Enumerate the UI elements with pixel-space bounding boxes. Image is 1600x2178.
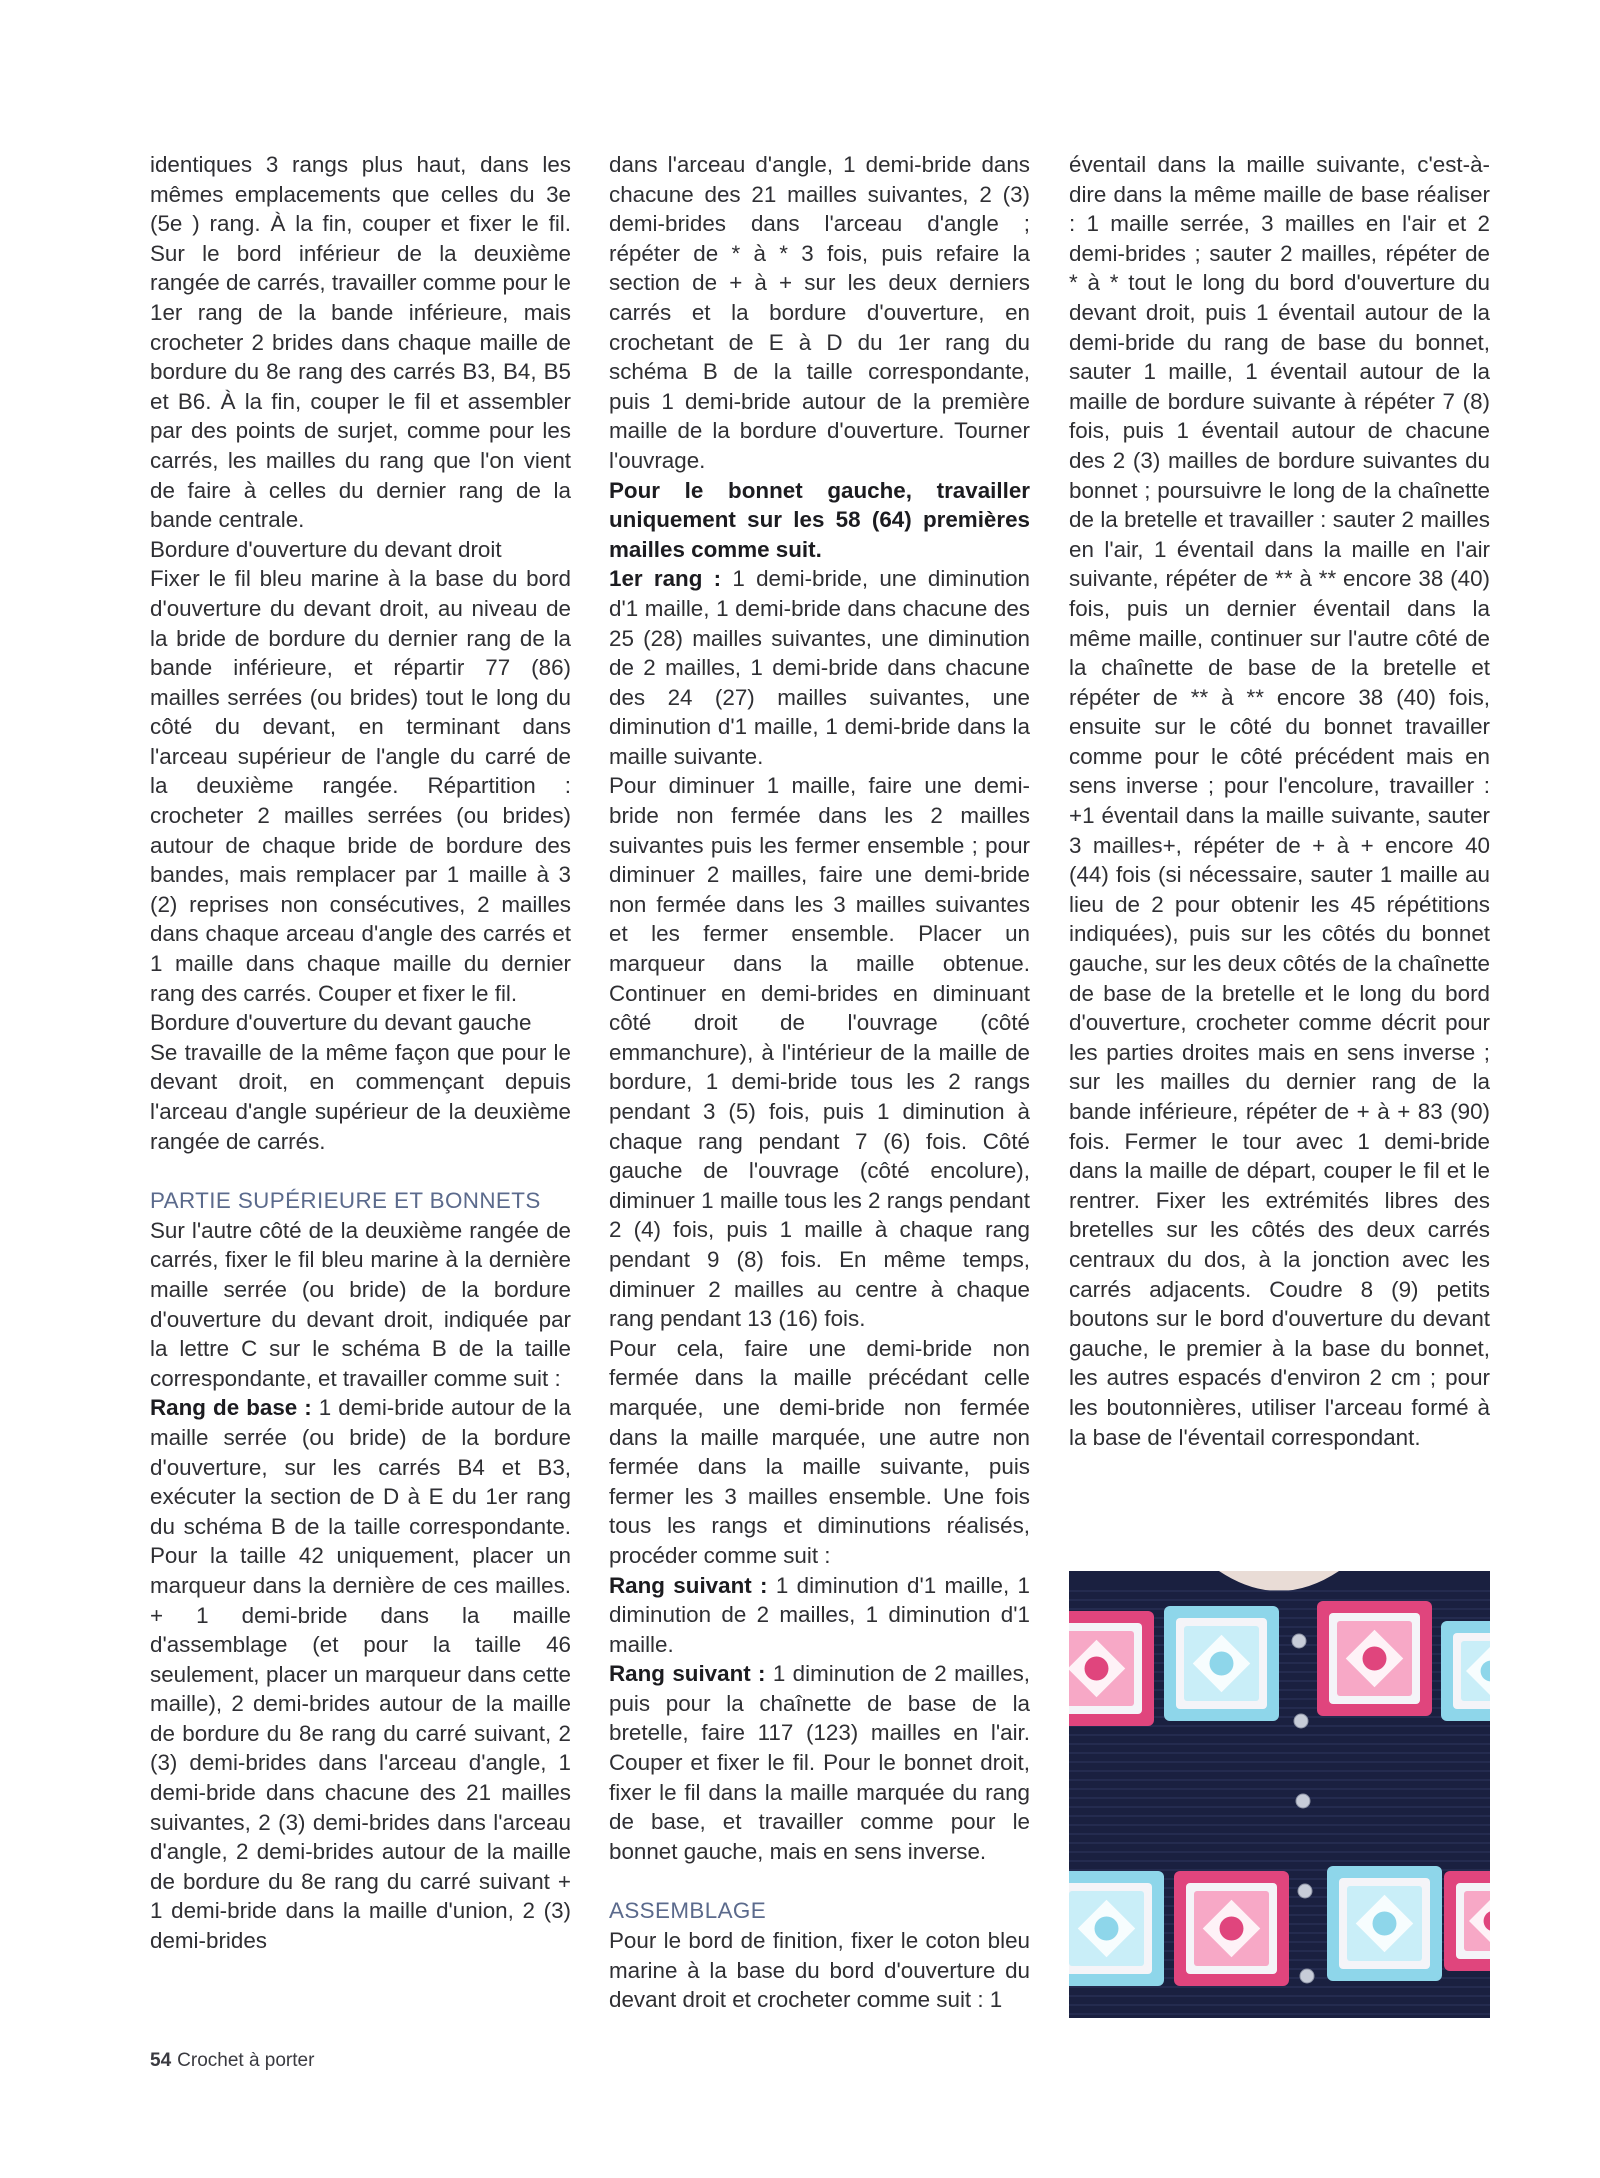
run-label: Rang de base :	[150, 1395, 312, 1421]
paragraph	[609, 1571, 1030, 1660]
text-column-1	[150, 150, 571, 1956]
paragraph: dans l'arceau d'angle, 1 demi-bride dans chacune des 21 mailles suivantes, 2 (3) demi-brides dans l'arceau d'angle ; répéter de * à * 3 fois, puis refaire la section de + à + sur les deux derniers carrés et la bordure d'ouverture, en crochetant de E à D du 1er rang du schéma B de la taille correspondante, puis 1 demi-bride autour de la première maille de la bordure d'ouverture. Tourner l'ouvrage.	[609, 152, 1030, 473]
run-label: Rang suivant :	[609, 1572, 768, 1598]
subheading: Bordure d'ouverture du devant gauche	[150, 1010, 532, 1036]
crochet-squares-image	[1069, 1571, 1490, 2018]
paragraph: éventail dans la maille suivante, c'est-à-dire dans la même maille de base réaliser : 1 maille serrée, 3 mailles en l'air et 2 demi-brides ; sauter 2 mailles, répéter de * à * tout le long du bord d'ouverture du devant droit, puis 1 éventail autour de la demi-bride du rang de base du bonnet, sauter 1 maille, 1 éventail autour de la maille de bordure suivante à répéter 7 (8) fois, puis 1 éventail autour de chacune des 2 (3) mailles de bordure suivantes du bonnet ; poursuivre le long de la chaînette de la bretelle et travailler : sauter 2 mailles en l'air, 1 éventail dans la maille en l'air suivante, répéter de ** à ** encore 38 (40) fois, puis un dernier éventail dans la même maille, continuer sur l'autre côté de la chaînette de base de la bretelle et répéter de ** à ** encore 38 (40) fois, ensuite sur le côté du bonnet travailler comme pour le côté précédent mais en sens inverse ; pour l'encolure, travailler : +1 éventail dans la maille suivante, sauter 3 mailles+, répéter de + à + encore 40 (44) fois (si nécessaire, sauter 1 maille au lieu de 2 pour obtenir les 45 répétitions indiquées), puis sur les côtés du bonnet gauche, sur les deux côtés de la chaînette de base de la bretelle et le long du bord d'ouverture, crocheter comme décrit pour les parties droites mais en sens inverse ; sur les mailles du dernier rang de la bande inférieure, répéter de + à + 83 (90) fois. Fermer le tour avec 1 demi-bride dans la maille de départ, couper le fil et le rentrer. Fixer les extrémités libres des bretelles sur les côtés des deux carrés centraux du dos, à la jonction avec les carrés adjacents. Coudre 8 (9) petits boutons sur le bord d'ouverture du devant gauche, le premier à la base du bonnet, les autres espacés d'environ 2 cm ; pour les boutonnières, utiliser l'arceau formé à la base de l'éventail correspondant.	[1069, 152, 1490, 1450]
flower-center	[1220, 1917, 1244, 1941]
text-column-3	[1069, 150, 1490, 1452]
paragraph: Se travaille de la même façon que pour le devant droit, en commençant depuis l'arceau d'angle supérieur de la deuxième rangée de carrés.	[150, 1039, 571, 1154]
subheading: Bordure d'ouverture du devant droit	[150, 536, 502, 562]
button	[1298, 1884, 1312, 1898]
page-number: 54	[150, 2050, 172, 2071]
paragraph	[150, 1393, 571, 1955]
button	[1294, 1714, 1308, 1728]
paragraph: identiques 3 rangs plus haut, dans les mêmes emplacements que celles du 3e (5e ) rang. À la fin, couper et fixer le fil. Sur le bord inférieur de la deuxième rangée de carrés, travailler comme pour le 1er rang de la bande inférieure, mais crocheter 2 brides dans chaque maille de bordure du 8e rang des carrés B3, B4, B5 et B6. À la fin, couper le fil et assembler par des points de surjet, comme pour les carrés, les mailles du rang que l'on vient de faire à celles du dernier rang de la bande centrale.	[150, 152, 571, 533]
paragraph	[609, 564, 1030, 771]
paragraph: Pour diminuer 1 maille, faire une demi-bride non fermée dans les 2 mailles suivantes puis les fermer ensemble ; pour diminuer 2 mailles, faire une demi-bride non fermée dans les 3 mailles suivantes et les fermer ensemble. Placer un marqueur dans la maille obtenue. Continuer en demi-brides en diminuant côté droit de l'ouvrage (côté emmanchure), à l'intérieur de la maille de bordure, 1 demi-bride tous les 2 rangs pendant 3 (5) fois, puis 1 diminution à chaque rang pendant 7 (6) fois. Côté gauche de l'ouvrage (côté encolure), diminuer 1 maille tous les 2 rangs pendant 2 (4) fois, puis 1 maille à chaque rang pendant 9 (8) fois. En même temps, diminuer 2 mailles au centre à chaque rang pendant 13 (16) fois.	[609, 773, 1030, 1332]
flower-center	[1373, 1912, 1397, 1936]
run-text: 1 demi-bride, une diminution d'1 maille, 1 demi-bride dans chacune des 25 (28) mailles suivantes, une diminution de 2 mailles, 1 demi-bride dans chacune des 24 (27) mailles suivantes, une diminution d'1 maille, 1 demi-bride dans la maille suivante.	[609, 566, 1030, 769]
crochet-photo	[1069, 1571, 1490, 2018]
magazine-name: Crochet à porter	[177, 2050, 315, 2071]
paragraph: Fixer le fil bleu marine à la base du bord d'ouverture du devant droit, au niveau de la bride de bordure du dernier rang de la bande inférieure, et répartir 77 (86) mailles serrées (ou brides) tout le long du côté du devant, en terminant dans l'arceau supérieur de l'angle du carré de la deuxième rangée. Répartition : crocheter 2 mailles serrées (ou brides) autour de chaque bride de bordure des bandes, mais remplacer par 1 maille à 3 (2) reprises non consécutives, 2 mailles dans chaque arceau d'angle des carrés et 1 maille dans chaque maille du dernier rang des carrés. Couper et fixer le fil.	[150, 566, 571, 1006]
run-text: 1 diminution de 2 mailles, puis pour la chaînette de base de la bretelle, faire 117 (123) mailles en l'air. Couper et fixer le fil. Pour le bonnet droit, fixer le fil dans la maille marquée du rang de base, et travailler comme pour le bonnet gauche, mais en sens inverse.	[609, 1661, 1030, 1864]
flower-center	[1085, 1657, 1109, 1681]
run-text: 1 diminution d'1 maille, 1 diminution de 2 mailles, 1 diminution d'1 maille.	[609, 1572, 1031, 1657]
button	[1296, 1794, 1310, 1808]
section-title: PARTIE SUPÉRIEURE ET BONNETS	[150, 1188, 541, 1214]
section-title: ASSEMBLAGE	[609, 1898, 767, 1924]
paragraph	[609, 1659, 1030, 1866]
run-text: 1 demi-bride autour de la maille serrée (ou bride) de la bordure d'ouverture, sur les carrés B4 et B3, exécuter la section de D à E du 1er rang du schéma B de la taille correspondante. Pour la taille 42 uniquement, placer un marqueur dans la dernière de ces mailles. + 1 demi-bride dans la maille d'assemblage (et pour la taille 46 seulement, placer un marqueur dans cette maille), 2 demi-brides autour de la maille de bordure du 8e rang du carré suivant, 2 (3) demi-brides dans l'arceau d'angle, 1 demi-bride dans chacune des 21 mailles suivantes, 2 (3) demi-brides dans l'arceau d'angle, 2 demi-brides autour de la maille de bordure du 8e rang du carré suivant + 1 demi-bride dans la maille d'union, 2 (3) demi-brides	[150, 1395, 571, 1954]
flower-center	[1363, 1647, 1387, 1671]
spacer	[609, 1866, 1030, 1896]
text-column-2	[609, 150, 1030, 2015]
paragraph: Pour cela, faire une demi-bride non fermée dans la maille précédant celle marquée, une demi-bride non fermée dans la maille marquée, une autre non fermée dans la maille suivante, puis fermer les 3 mailles ensemble. Une fois tous les rangs et diminutions réalisés, procéder comme suit :	[609, 1335, 1030, 1568]
run-label: 1er rang :	[609, 566, 722, 592]
run-label: Rang suivant :	[609, 1661, 766, 1687]
flower-center	[1095, 1917, 1119, 1941]
paragraph: Sur l'autre côté de la deuxième rangée de carrés, fixer le fil bleu marine à la dernière maille serrée (ou bride) de la bordure d'ouverture du devant droit, indiquée par la lettre C sur le schéma B de la taille correspondante, et travailler comme suit :	[150, 1217, 571, 1391]
page-footer	[150, 2050, 314, 2072]
bold-instruction: Pour le bonnet gauche, travailler uniquement sur les 58 (64) premières mailles comme suit.	[609, 477, 1030, 562]
spacer	[150, 1156, 571, 1186]
flower-center	[1210, 1652, 1234, 1676]
button	[1300, 1969, 1314, 1983]
paragraph: Pour le bord de finition, fixer le coton bleu marine à la base du bord d'ouverture du devant droit et crocheter comme suit : 1	[609, 1928, 1030, 2013]
button	[1292, 1634, 1306, 1648]
